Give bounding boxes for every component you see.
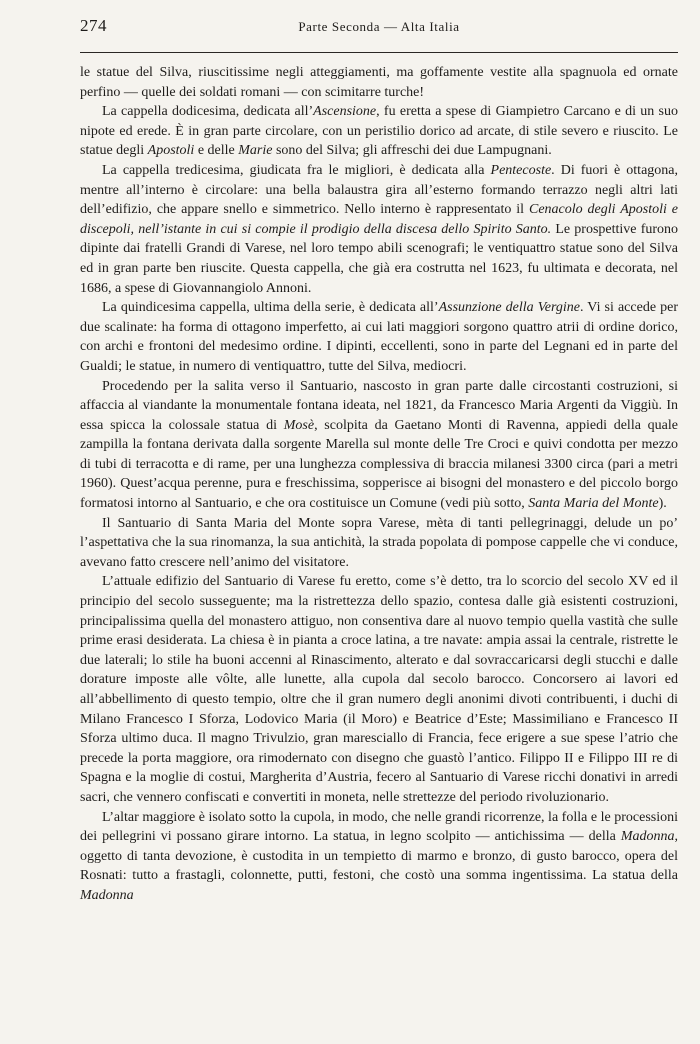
paragraph-0 xyxy=(80,63,678,102)
italic-segment: Apostoli xyxy=(147,143,195,159)
paragraph-1 xyxy=(80,102,678,161)
text-segment: , fu eretta a spese di Giampietro Carcano e di un suo nipote ed erede. È in gran parte circolare, con un peristilio dorico ad arcate, di stile severo e riuscito. Le statue degli xyxy=(80,104,679,159)
text-segment: Il Santuario di Santa Maria del Monte sopra Varese, mèta di tanti pellegrinaggi, delude un po’ l’aspettativa che la sua rinomanza, la sua antichità, la strada popolata di pompose cappelle che vi conduce, avevano fatto crescere nell’animo del visitatore. xyxy=(80,515,678,570)
body-text xyxy=(80,63,678,906)
text-segment: le statue del Silva, riuscitissime negli atteggiamenti, ma goffamente vestite alla spagnuola ed ornate perfino — quelle dei soldati romani — con scimitarre turche! xyxy=(80,65,678,100)
paragraph-3 xyxy=(80,298,678,376)
text-segment: . Di fuori è ottagona, mentre all’interno è circolare: una bella balaustra gira all’esterno formando terrazzo negli altri lati dell’edifizio, che appare snello e simmetrico. Nello interno è rappresentato il xyxy=(80,162,678,218)
paragraph-2 xyxy=(80,161,678,298)
italic-segment: Ascensione xyxy=(313,104,377,120)
text-segment: La quindicesima cappella, ultima della serie, è dedicata all’ xyxy=(102,300,439,316)
text-segment: , oggetto di tanta devozione, è custodita in un tempietto di marmo e bronzo, di gusto barocco, opera del Rosnati: tutto a frastagli, colonnette, putti, festoni, che costò una somma ingentissima. La statua della xyxy=(80,829,678,884)
page-number: 274 xyxy=(80,16,107,35)
italic-segment: Madonna xyxy=(620,829,675,845)
italic-segment: Madonna xyxy=(80,887,134,903)
text-segment: . Vi si accede per due scalinate: ha forma di ottagono imperfetto, ai cui lati maggiori sorgono quattro atrii di ordine dorico, con archi e frontoni del medesimo ordine. I dipinti, eccellenti, sono in parte del Legnani ed in parte del Gualdi; le statue, in numero di ventiquattro, tutte del Silva, mediocri. xyxy=(80,300,678,374)
text-segment: e delle xyxy=(194,143,239,159)
text-segment: , scolpita da Gaetano Monti di Ravenna, appiedi della quale zampilla la fontana derivata dalla sorgente Marella sul monte delle Tre Croci e quivi condotta per mezzo di tubi di terracotta e di rame, per una lunghezza complessiva di braccia milanesi 3300 circa (pari a metri 1960). Quest’acqua perenne, pura e freschissima, sopperisce ai bisogni del monastero e del piccolo borgo formatosi intorno al Santuario, e che ora costituisce un Comune (vedi più sotto, xyxy=(80,417,678,512)
text-segment: sono del Silva; gli affreschi dei due Lampugnani. xyxy=(272,143,552,159)
paragraph-5 xyxy=(80,514,678,573)
text-segment: La cappella tredicesima, giudicata fra le migliori, è dedicata alla xyxy=(102,162,491,178)
text-segment: ). xyxy=(658,496,667,512)
running-head xyxy=(80,14,678,40)
running-title: Parte Seconda — Alta Italia xyxy=(298,19,460,34)
italic-segment: Marie xyxy=(238,143,273,159)
text-segment: Le prospettive furono dipinte dai fratelli Grandi di Varese, nel loro tempo abili scenografi; le ventiquattro statue sono del Silva ed in gran parte ben riuscite. Questa cappella, che già era costrutta nel 1623, fu ultimata e decorata, nel 1686, a spese di Giovannangiolo Annoni. xyxy=(80,221,679,296)
text-segment: Procedendo per la salita verso il Santuario, nascosto in gran parte dalle circostanti costruzioni, si affaccia al viandante la monumentale fontana ideata, nel 1821, da Francesco Maria Argenti da Viggiù. In essa spicca la colossale statua di xyxy=(80,378,678,433)
italic-segment: Cenacolo degli Apostoli e discepoli, nell’istante in cui si compie il prodigio della discesa dello Spirito Santo. xyxy=(80,202,678,237)
italic-segment: Santa Maria del Monte xyxy=(528,496,659,512)
text-segment: L’altar maggiore è isolato sotto la cupola, in modo, che nelle grandi ricorrenze, la folla e le processioni dei pellegrini vi possano girare intorno. La statua, in legno scolpito — antichissima — della xyxy=(80,809,678,845)
italic-segment: Mosè xyxy=(283,417,315,433)
paragraph-4 xyxy=(80,377,678,514)
text-segment: L’attuale edifizio del Santuario di Varese fu eretto, come s’è detto, tra lo scorcio del secolo XV ed il principio del secolo susseguente; ma la ristrettezza dello spazio, contesa dalle già esistenti costruzioni, principalissima quella del monastero attiguo, non consentiva dare al nuovo tempio quella vastità che sulle prime erasi desiderata. La chiesa è in pianta a croce latina, a tre navate: ampia assai la centrale, ristrette le due laterali; lo stile ha buoni accenni al Rinascimento, alterato e dal sovraccaricarsi degli stucchi e dalle dorature imposte alle vôlte, alle lunette, alla cupola dal secolo barocco. Concorsero ai lavori ed all’abbellimento di questo tempio, oltre che il gran numero degli anonimi divoti contribuenti, i duchi di Milano Francesco I Sforza, Lodovico Maria (il Moro) e Beatrice d’Este; Massimiliano e Francesco II Sforza ultimo duca. Il magno Trivulzio, gran maresciallo di Francia, fece erigere a sue spese l’atrio che precede la porta maggiore, ora rimodernato con disegno che guastò l’antico. Filippo II e Filippo III re di Spagna e la moglie di costui, Margherita d’Austria, fecero al Santuario di Varese ricchi donativi in arredi sacri, che vennero confiscati e convertiti in moneta, nelle strettezze del periodo rivoluzionario. xyxy=(80,574,678,805)
italic-segment: Assunzione della Vergine xyxy=(438,300,580,316)
paragraph-6 xyxy=(80,572,678,807)
header-rule xyxy=(80,52,678,53)
italic-segment: Pentecoste xyxy=(490,162,552,178)
text-segment: La cappella dodicesima, dedicata all’ xyxy=(102,104,314,120)
paragraph-7 xyxy=(80,808,678,906)
